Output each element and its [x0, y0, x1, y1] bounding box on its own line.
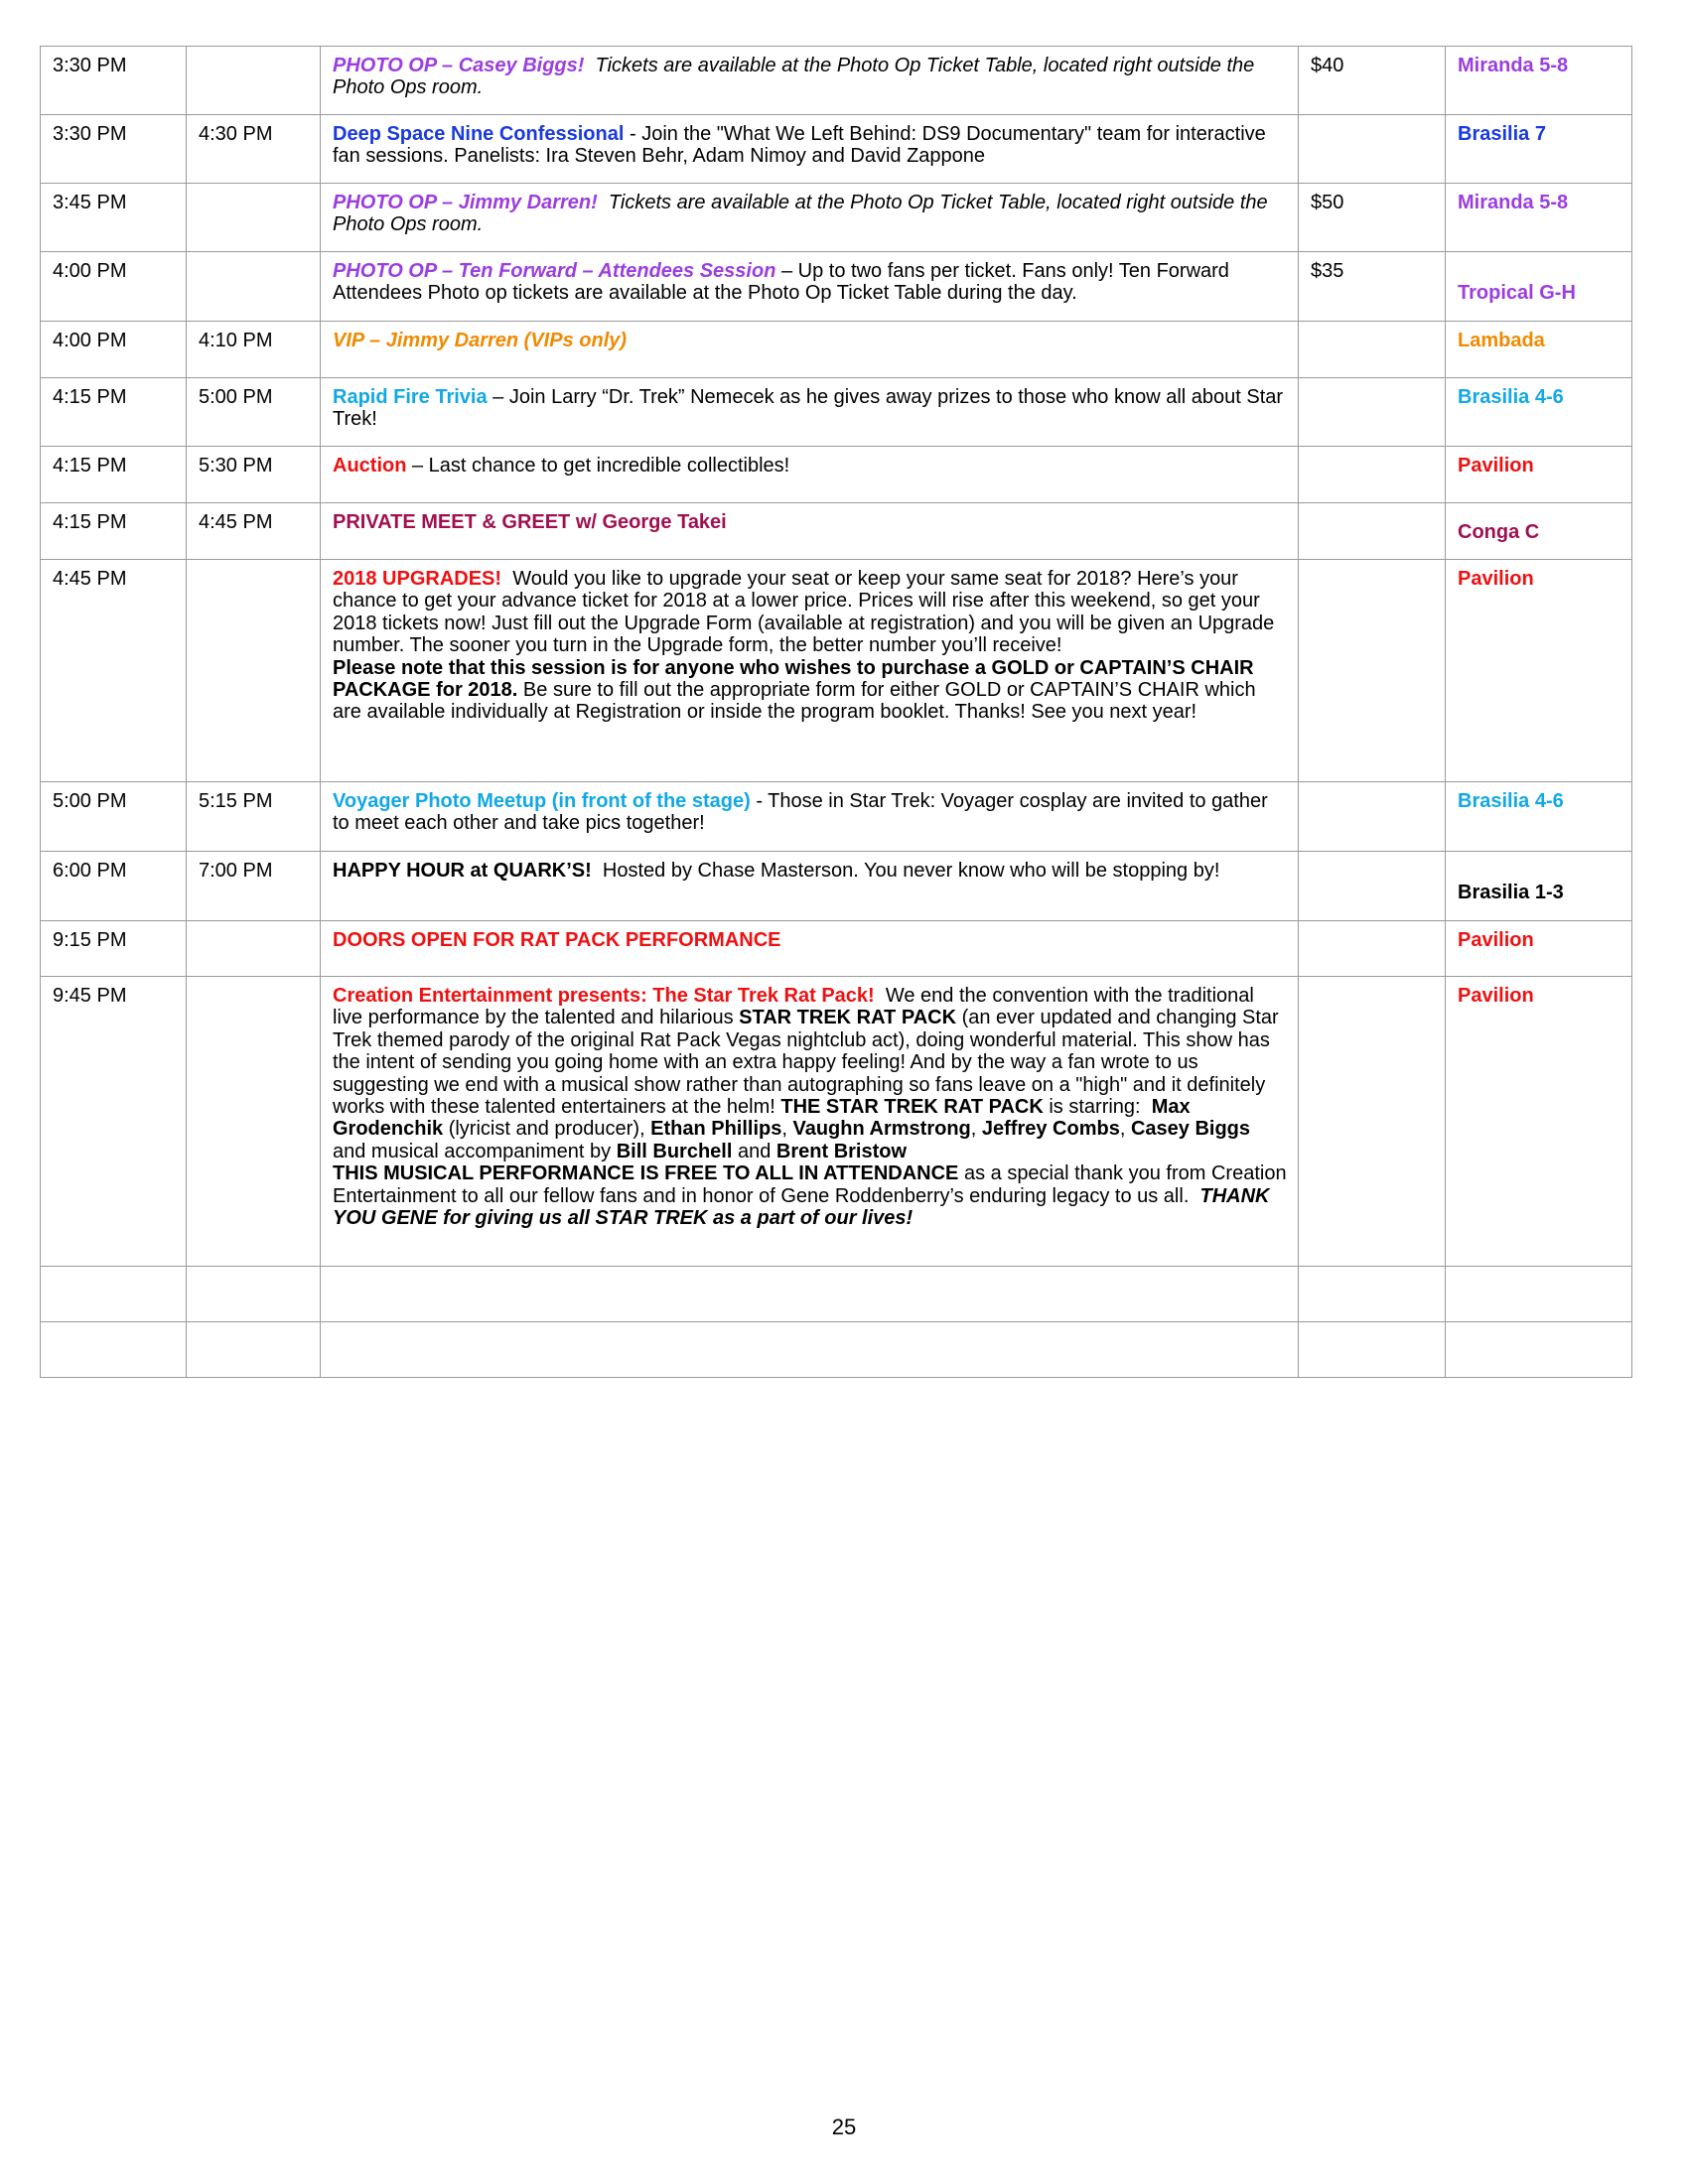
empty-row — [41, 1267, 1632, 1322]
schedule-table — [40, 46, 1632, 1378]
page-number: 25 — [831, 2115, 857, 2139]
room-label: Brasilia 7 — [1458, 123, 1546, 145]
event-text: - Join the "What We Left Behind: DS9 Documentary" team for interactive fan sessions. Panelists: Ira Steven Behr, Adam Nimoy and David Zappone — [333, 123, 1266, 168]
event-title: Deep Space Nine Confessional — [333, 123, 625, 145]
start-time: 3:30 PM — [41, 115, 187, 184]
end-time: 4:10 PM — [187, 322, 321, 378]
room — [1446, 115, 1632, 184]
price — [1299, 447, 1446, 503]
end-time — [187, 977, 321, 1267]
closing-line: THANK YOU GENE for giving us all STAR TREK as a part of our lives! — [333, 1184, 1270, 1230]
room-label: Brasilia 4-6 — [1458, 386, 1564, 408]
event-text: and — [737, 1140, 772, 1162]
table-row — [41, 560, 1632, 782]
room-label: Conga C — [1458, 521, 1540, 543]
room-label: Brasilia 4-6 — [1458, 790, 1564, 812]
performer-name: Brent Bristow — [775, 1140, 908, 1162]
description — [321, 447, 1299, 503]
price — [1299, 378, 1446, 447]
room — [1446, 782, 1632, 852]
event-text: as a special thank you from Creation Entertainment to all our fellow fans and in honor of Gene Roddenberry’s enduring legacy to us all. — [333, 1162, 1287, 1207]
room-label: Brasilia 1-3 — [1458, 882, 1564, 903]
price: $50 — [1299, 184, 1446, 252]
event-text: – Join Larry “Dr. Trek” Nemecek as he gives away prizes to those who know all about Star Trek! — [333, 386, 1284, 431]
event-bold: THIS MUSICAL PERFORMANCE IS FREE TO ALL IN ATTENDANCE — [333, 1162, 959, 1185]
empty-row — [41, 1322, 1632, 1378]
price: $35 — [1299, 252, 1446, 322]
room-label: Pavilion — [1458, 568, 1534, 590]
table-row — [41, 47, 1632, 115]
description — [321, 503, 1299, 560]
description — [321, 184, 1299, 252]
room — [1446, 322, 1632, 378]
price — [1299, 322, 1446, 378]
price — [1299, 977, 1446, 1267]
event-text: Tickets are available at the Photo Op Ticket Table, located right outside the Photo Ops room. — [333, 192, 1268, 236]
room-label: Lambada — [1458, 330, 1545, 351]
performer-name: Casey Biggs — [1130, 1118, 1251, 1141]
price — [1299, 503, 1446, 560]
event-title: HAPPY HOUR at QUARK’S! — [333, 860, 592, 882]
description — [321, 378, 1299, 447]
end-time — [187, 184, 321, 252]
end-time: 5:30 PM — [187, 447, 321, 503]
start-time: 3:30 PM — [41, 47, 187, 115]
price — [1299, 852, 1446, 921]
room-label: Miranda 5-8 — [1458, 192, 1569, 213]
table-row — [41, 184, 1632, 252]
description — [321, 252, 1299, 322]
event-title: PHOTO OP – Jimmy Darren! — [333, 192, 598, 213]
event-text: and musical accompaniment by — [333, 1140, 612, 1162]
end-time: 5:15 PM — [187, 782, 321, 852]
event-text: Hosted by Chase Masterson. You never know who will be stopping by! — [602, 860, 1220, 882]
performer-name: Bill Burchell — [616, 1140, 733, 1162]
price: $40 — [1299, 47, 1446, 115]
event-title: DOORS OPEN FOR RAT PACK PERFORMANCE — [333, 929, 781, 951]
description — [321, 322, 1299, 378]
event-text: (lyricist and producer), — [448, 1118, 645, 1141]
end-time — [187, 252, 321, 322]
table-row — [41, 115, 1632, 184]
start-time: 6:00 PM — [41, 852, 187, 921]
room — [1446, 47, 1632, 115]
table-row — [41, 852, 1632, 921]
room-label: Miranda 5-8 — [1458, 55, 1569, 76]
event-title: PHOTO OP – Casey Biggs! — [333, 55, 585, 76]
event-title: PHOTO OP – Ten Forward – Attendees Session — [333, 260, 776, 282]
end-time: 4:30 PM — [187, 115, 321, 184]
event-text: – Up to two fans per ticket. Fans only! Ten Forward Attendees Photo op tickets are available at the Photo Op Ticket Table during the day. — [333, 260, 1229, 305]
event-text: We end the convention with the traditional live performance by the talented and hilarious — [333, 985, 1254, 1029]
description — [321, 47, 1299, 115]
event-bold: THE STAR TREK RAT PACK — [780, 1096, 1044, 1119]
performer-name: Vaughn Armstrong — [792, 1118, 971, 1141]
room — [1446, 252, 1632, 322]
room — [1446, 921, 1632, 977]
start-time: 4:00 PM — [41, 252, 187, 322]
start-time: 4:00 PM — [41, 322, 187, 378]
room — [1446, 184, 1632, 252]
event-title: VIP – Jimmy Darren (VIPs only) — [333, 330, 628, 351]
room — [1446, 560, 1632, 782]
end-time: 5:00 PM — [187, 378, 321, 447]
room — [1446, 852, 1632, 921]
start-time: 9:45 PM — [41, 977, 187, 1267]
start-time: 4:45 PM — [41, 560, 187, 782]
room — [1446, 378, 1632, 447]
end-time — [187, 560, 321, 782]
description — [321, 852, 1299, 921]
event-title: Rapid Fire Trivia — [333, 386, 488, 408]
description — [321, 782, 1299, 852]
event-title: 2018 UPGRADES! — [333, 568, 502, 590]
room — [1446, 977, 1632, 1267]
end-time — [187, 47, 321, 115]
table-row — [41, 252, 1632, 322]
room-label: Tropical G-H — [1458, 282, 1576, 304]
description: Creation Entertainment presents: The Star Trek Rat Pack! We end the convention with the traditional live performance by the talented and hilarious STAR TREK RAT PACK (an ever updated and changing Star Trek themed parody of the original Rat Pack Vegas nightclub act), doing wonderful material. This show has the intent of sending you going home with an extra happy feeling! And by the way a fan wrote to us suggesting we end with a musical show rather than autographing so fans leave on a "high" and it definitely works with these talented entertainers at the helm! THE STAR TREK RAT PACK is starring: Max Grodenchik (lyricist and producer), Ethan Phillips, Vaughn Armstrong, Jeffrey Combs, Casey Biggs and musical accompaniment by Bill Burchell and Brent Bristow THIS MUSICAL PERFORMANCE IS FREE TO ALL IN ATTENDANCE as a special thank you from Creation Entertainment to all our fellow fans and in honor of Gene Roddenberry’s enduring legacy to us all. THANK YOU GENE for giving us all STAR TREK as a part of our lives! — [321, 977, 1299, 1267]
event-title: Auction — [333, 455, 407, 477]
event-title: Voyager Photo Meetup (in front of the stage) — [333, 790, 751, 812]
event-text: is starring: — [1049, 1096, 1141, 1119]
start-time: 3:45 PM — [41, 184, 187, 252]
price — [1299, 115, 1446, 184]
event-title: PRIVATE MEET & GREET w/ George Takei — [333, 511, 727, 533]
event-text: Would you like to upgrade your seat or keep your same seat for 2018? Here’s your chance to get your advance ticket for 2018 at a lower price. Prices will rise after this weekend, so get your 2018 tickets now! Just fill out the Upgrade Form (available at registration) and you will be given an Upgrade number. The sooner you turn in the Upgrade form, the better number you’ll receive! — [333, 568, 1275, 657]
table-row — [41, 977, 1632, 1267]
room-label: Pavilion — [1458, 985, 1534, 1007]
table-row — [41, 322, 1632, 378]
table-row — [41, 447, 1632, 503]
description — [321, 115, 1299, 184]
start-time: 4:15 PM — [41, 378, 187, 447]
table-row — [41, 921, 1632, 977]
end-time — [187, 921, 321, 977]
price — [1299, 560, 1446, 782]
start-time: 4:15 PM — [41, 447, 187, 503]
table-row — [41, 378, 1632, 447]
end-time: 7:00 PM — [187, 852, 321, 921]
event-text: (an ever updated and changing Star Trek themed parody of the original Rat Pack Vegas nightclub act), doing wonderful material. This show has the intent of sending you going home with an extra happy feeling! And by the way a fan wrote to us suggesting we end with a musical show rather than autographing so fans leave on a "high" and it definitely works with these talented entertainers at the helm! — [333, 1007, 1279, 1119]
room — [1446, 503, 1632, 560]
price — [1299, 782, 1446, 852]
description — [321, 921, 1299, 977]
table-row — [41, 503, 1632, 560]
performer-name: Max Grodenchik — [333, 1096, 1191, 1141]
start-time: 5:00 PM — [41, 782, 187, 852]
event-note-bold: Please note that this session is for anyone who wishes to purchase a GOLD or CAPTAIN’S CHAIR PACKAGE for 2018. — [333, 656, 1254, 702]
event-text: – Last chance to get incredible collectibles! — [412, 455, 790, 477]
start-time: 4:15 PM — [41, 503, 187, 560]
room-label: Pavilion — [1458, 929, 1534, 951]
price — [1299, 921, 1446, 977]
event-text: - Those in Star Trek: Voyager cosplay are invited to gather to meet each other and take pics together! — [333, 790, 1268, 835]
performer-name: Jeffrey Combs — [981, 1118, 1120, 1141]
event-text: Tickets are available at the Photo Op Ticket Table, located right outside the Photo Ops room. — [333, 55, 1255, 99]
description — [321, 560, 1299, 782]
table-row — [41, 782, 1632, 852]
start-time: 9:15 PM — [41, 921, 187, 977]
end-time: 4:45 PM — [187, 503, 321, 560]
event-title: Creation Entertainment presents: The Star Trek Rat Pack! — [333, 985, 875, 1007]
room-label: Pavilion — [1458, 455, 1534, 477]
event-bold: STAR TREK RAT PACK — [739, 1007, 957, 1029]
room — [1446, 447, 1632, 503]
performer-name: Ethan Phillips — [650, 1118, 782, 1141]
event-note-text: Be sure to fill out the appropriate form for either GOLD or CAPTAIN’S CHAIR which are available individually at Registration or inside the program booklet. Thanks! See you next year! — [333, 679, 1256, 724]
